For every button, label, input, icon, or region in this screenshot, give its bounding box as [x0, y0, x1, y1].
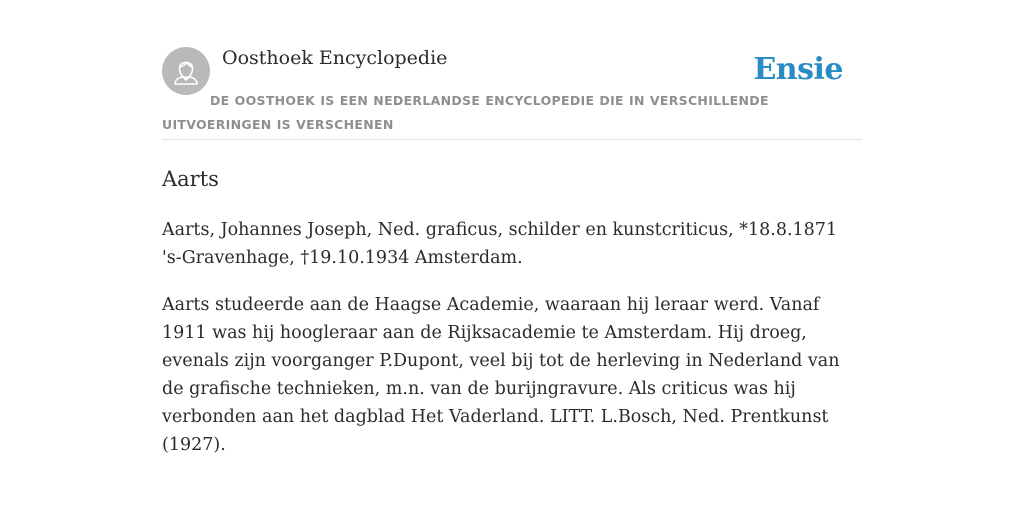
- brand-logo[interactable]: Ensie: [753, 52, 843, 87]
- user-icon: [162, 47, 210, 95]
- site-title[interactable]: Oosthoek Encyclopedie: [222, 47, 448, 69]
- article-paragraph: Aarts studeerde aan de Haagse Academie, waaraan hij leraar werd. Vanaf 1911 was hij hoogleraar aan de Rijksacademie te Amsterdam. Hij droeg, evenals zijn voorganger P.Dupont, veel bij tot de herleving in Nederland van de grafische technieken, m.n. van de burijngravure. Als criticus was hij verbonden aan het dagblad Het Vaderland. LITT. L.Bosch, Ned. Prentkunst (1927).: [162, 295, 840, 455]
- article-paragraph: Aarts, Johannes Joseph, Ned. graficus, schilder en kunstcriticus, *18.8.1871 's-Gravenhage, †19.10.1934 Amsterdam.: [162, 220, 838, 268]
- article-body: [162, 216, 852, 478]
- site-tagline: DE OOSTHOEK IS EEN NEDERLANDSE ENCYCLOPEDIE DIE IN VERSCHILLENDE UITVOERINGEN IS VERSCHENEN: [162, 93, 769, 132]
- avatar[interactable]: [162, 47, 210, 95]
- site-header: [162, 0, 862, 140]
- content-container: [162, 0, 862, 455]
- article-title: Aarts: [162, 167, 219, 191]
